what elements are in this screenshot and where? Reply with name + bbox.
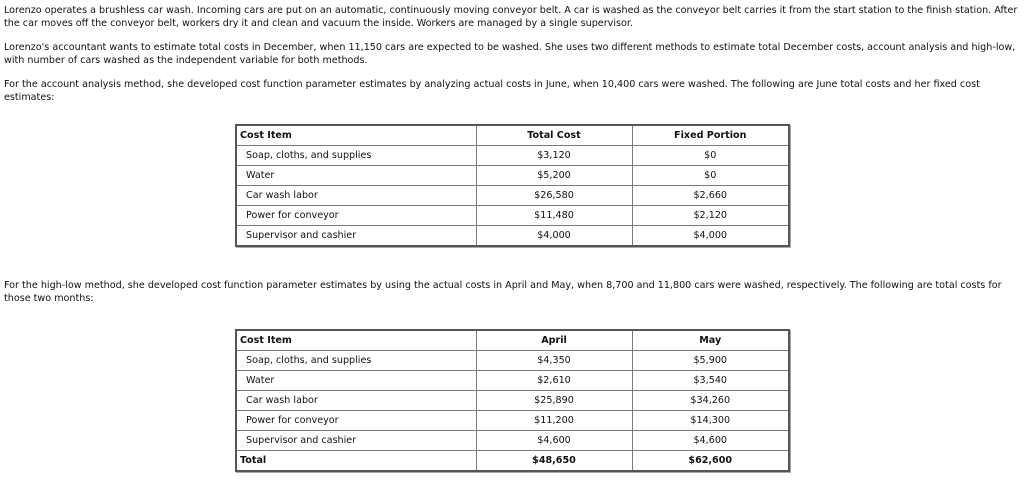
table-row	[236, 411, 789, 431]
april-cost-cell: $25,890	[476, 391, 632, 411]
cost-item-cell: Supervisor and cashier	[236, 431, 476, 451]
may-cost-cell: $5,900	[632, 351, 789, 371]
may-cost-cell: $14,300	[632, 411, 789, 431]
fixed-portion-cell: $2,660	[632, 186, 789, 206]
cost-item-cell: Power for conveyor	[236, 206, 476, 226]
cost-item-cell: Supervisor and cashier	[236, 226, 476, 247]
table-row	[236, 206, 789, 226]
april-cost-cell: $4,350	[476, 351, 632, 371]
cost-item-cell: Car wash labor	[236, 391, 476, 411]
table-header-row	[236, 330, 789, 351]
total-label-cell: Total	[236, 451, 476, 472]
may-cost-cell: $34,260	[632, 391, 789, 411]
april-may-costs-table	[235, 329, 790, 472]
table-row	[236, 186, 789, 206]
fixed-portion-cell: $0	[632, 166, 789, 186]
table-row	[236, 351, 789, 371]
april-cost-cell: $11,200	[476, 411, 632, 431]
table-row	[236, 391, 789, 411]
april-cost-cell: $2,610	[476, 371, 632, 391]
table-row	[236, 431, 789, 451]
total-cost-cell: $11,480	[476, 206, 632, 226]
table-row	[236, 371, 789, 391]
may-cost-cell: $3,540	[632, 371, 789, 391]
may-total-cell: $62,600	[632, 451, 789, 472]
header-cost-item: Cost Item	[236, 125, 476, 146]
cost-item-cell: Car wash labor	[236, 186, 476, 206]
header-cost-item: Cost Item	[236, 330, 476, 351]
june-costs-table	[235, 124, 790, 247]
total-cost-cell: $3,120	[476, 146, 632, 166]
april-cost-cell: $4,600	[476, 431, 632, 451]
fixed-portion-cell: $0	[632, 146, 789, 166]
fixed-portion-cell: $2,120	[632, 206, 789, 226]
total-row	[236, 451, 789, 472]
table-row	[236, 166, 789, 186]
may-cost-cell: $4,600	[632, 431, 789, 451]
total-cost-cell: $5,200	[476, 166, 632, 186]
total-cost-cell: $26,580	[476, 186, 632, 206]
header-may: May	[632, 330, 789, 351]
fixed-portion-cell: $4,000	[632, 226, 789, 247]
table-header-row	[236, 125, 789, 146]
intro-paragraph-2: Lorenzo's accountant wants to estimate total costs in December, when 11,150 cars are expected to be washed. She uses two different methods to estimate total December costs, account analysis and high-low, with number of cars washed as the independent variable for both methods.	[4, 42, 1016, 66]
total-cost-cell: $4,000	[476, 226, 632, 247]
high-low-paragraph: For the high-low method, she developed cost function parameter estimates by using the actual costs in April and May, when 8,700 and 11,800 cars were washed, respectively. The following are total costs for those two months:	[4, 280, 1002, 304]
account-analysis-paragraph: For the account analysis method, she developed cost function parameter estimates by analyzing actual costs in June, when 10,400 cars were washed. The following are June total costs and her fixed cost estimates:	[4, 79, 980, 103]
table-row	[236, 146, 789, 166]
header-april: April	[476, 330, 632, 351]
cost-item-cell: Water	[236, 166, 476, 186]
cost-item-cell: Power for conveyor	[236, 411, 476, 431]
table-row	[236, 226, 789, 247]
header-fixed-portion: Fixed Portion	[632, 125, 789, 146]
cost-item-cell: Soap, cloths, and supplies	[236, 351, 476, 371]
cost-item-cell: Water	[236, 371, 476, 391]
header-total-cost: Total Cost	[476, 125, 632, 146]
april-total-cell: $48,650	[476, 451, 632, 472]
intro-paragraph-1: Lorenzo operates a brushless car wash. Incoming cars are put on an automatic, continuously moving conveyor belt. A car is washed as the conveyor belt carries it from the start station to the finish station. After the car moves off the conveyor belt, workers dry it and clean and vacuum the inside. Workers are managed by a single supervisor.	[4, 5, 1018, 29]
cost-item-cell: Soap, cloths, and supplies	[236, 146, 476, 166]
